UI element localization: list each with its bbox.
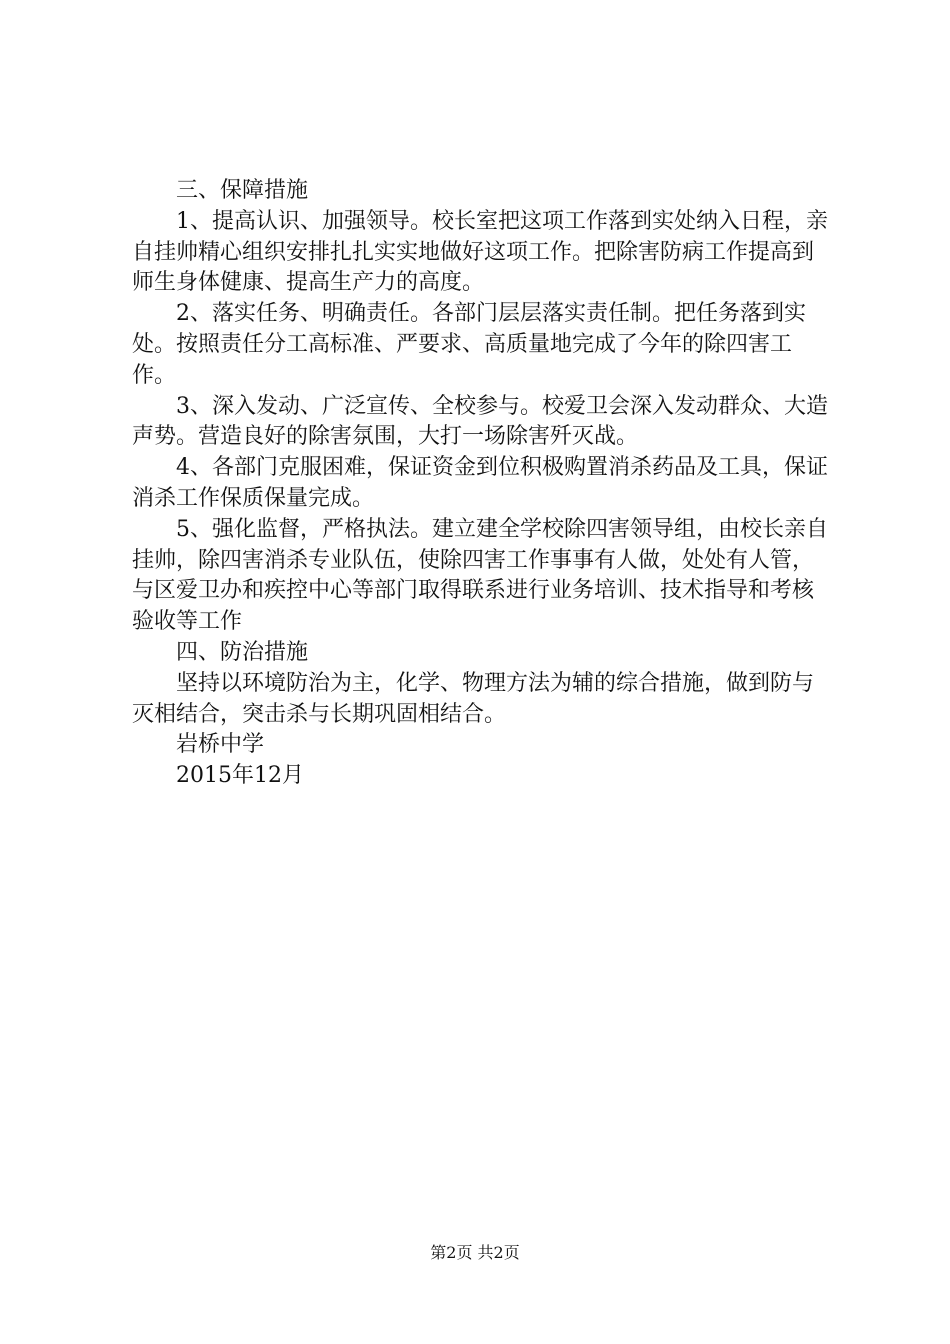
- paragraph-item-5: 5、强化监督，严格执法。建立建全学校除四害领导组，由校长亲自挂帅，除四害消杀专业队伍，使除四害工作事事有人做，处处有人管，与区爱卫办和疾控中心等部门取得联系进行业务培训、技术指导和考核验收等工作: [132, 516, 828, 635]
- paragraph-item-2: 2、落实任务、明确责任。各部门层层落实责任制。把任务落到实处。按照责任分工高标准、严要求、高质量地完成了今年的除四害工作。: [132, 301, 806, 388]
- paragraph-item-3: 3、深入发动、广泛宣传、全校参与。校爱卫会深入发动群众、大造声势。营造良好的除害氛围，大打一场除害歼灭战。: [132, 393, 828, 450]
- paragraph-prevention: 坚持以环境防治为主，化学、物理方法为辅的综合措施，做到防与灭相结合，突击杀与长期巩固相结合。: [132, 670, 815, 727]
- section-heading-safeguards: 三、保障措施: [176, 178, 309, 203]
- page-number-footer: 第2页 共2页: [430, 1243, 520, 1262]
- signature-school: 岩桥中学: [176, 732, 265, 758]
- paragraph-item-4: 4、各部门克服困难，保证资金到位积极购置消杀药品及工具，保证消杀工作保质保量完成。: [132, 455, 828, 511]
- section-heading-prevention: 四、防治措施: [176, 639, 309, 665]
- document-body: [132, 176, 832, 792]
- paragraph-item-1: 1、提高认识、加强领导。校长室把这项工作落到实处纳入日程，亲自挂帅精心组织安排扎扎实实地做好这项工作。把除害防病工作提高到师生身体健康、提高生产力的高度。: [132, 208, 828, 296]
- signature-date: 2015年12月: [176, 763, 304, 789]
